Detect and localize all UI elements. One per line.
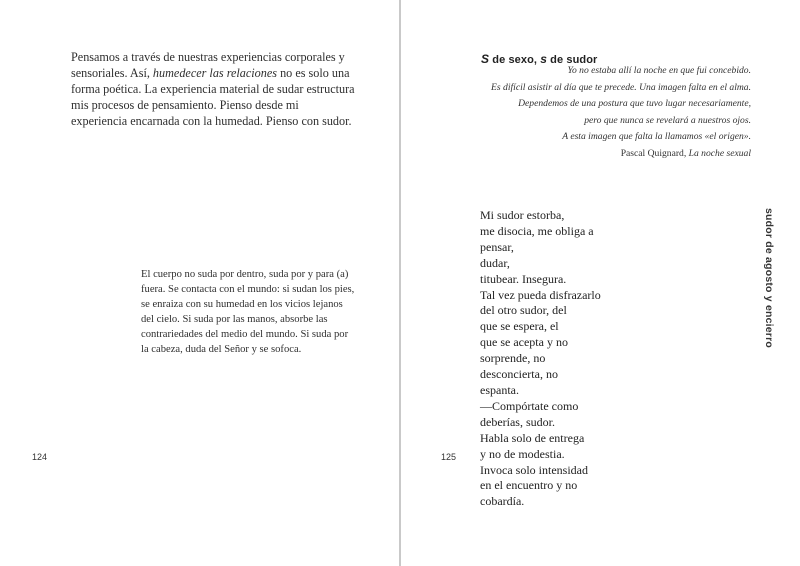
attribution-author: Pascal Quignard, [620, 147, 689, 159]
epigraph-line: Yo no estaba allí la noche en que fui concebido. [567, 65, 751, 76]
poem-line: que se espera, el [480, 319, 559, 334]
poem-line: —Compórtate como [480, 398, 579, 413]
poem-line: cobardía. [480, 494, 525, 509]
intro-emphasis: humedecer las relaciones [152, 66, 278, 80]
heading-part-2: de sudor [547, 54, 598, 66]
poem-line: Mi sudor estorba, [480, 208, 565, 222]
poem-line: desconcierta, no [480, 367, 558, 382]
page-number-left: 124 [32, 452, 48, 462]
poem-line: Tal vez pueda disfrazarlo [480, 287, 601, 302]
poem-line: pensar, [480, 239, 514, 254]
poem-line: del otro sudor, del [480, 303, 567, 318]
epigraph-attribution [451, 146, 751, 163]
heading-initial-upper: S [481, 52, 490, 66]
running-title: sudor de agosto y encierro [763, 208, 775, 348]
epigraph-line: A esta imagen que falta la llamamos «el origen». [562, 131, 751, 142]
epigraph-line: pero que nunca se revelará a nuestros ojos. [584, 114, 751, 126]
poem-line: me disocia, me obliga a [480, 223, 594, 238]
poem [480, 208, 601, 510]
intro-text-1: Pensamos a través de nuestras experiencias corporales y sensoriales. Así, [71, 50, 345, 80]
poem-line: deberías, sudor. [480, 414, 555, 429]
body-paragraph: El cuerpo no suda por dentro, suda por y para (a) fuera. Se contacta con el mundo: si sudan los pies, se enraiza con su humedad en los vicios lejanos del cielo. Si suda por las manos, absorbe las contrariedades del medio del mundo. Si suda por la cabeza, duda del Señor y se sofoca. [141, 269, 355, 355]
left-page [0, 0, 399, 566]
poem-line: titubear. Insegura. [480, 271, 567, 286]
right-page [401, 0, 800, 566]
poem-line: espanta. [480, 382, 519, 397]
heading-part-1: de sexo, [489, 54, 541, 66]
poem-line: en el encuentro y no [480, 478, 578, 493]
epigraph-line: Es difícil asistir al día que te precede. Una imagen falta en el alma. [491, 81, 751, 93]
epigraph [451, 63, 751, 162]
poem-line: Invoca solo intensidad [480, 462, 588, 477]
poem-line: Habla solo de entrega [480, 430, 585, 445]
poem-line: dudar, [480, 255, 510, 270]
poem-line: sorprende, no [480, 351, 546, 366]
poem-line: y no de modestia. [480, 446, 565, 461]
intro-paragraph [71, 49, 356, 129]
attribution-work: La noche sexual [688, 147, 751, 159]
epigraph-line: Dependemos de una postura que tuvo lugar necesariamente, [518, 98, 751, 109]
intro-text-2: no es solo una forma poética. La experiencia material de sudar estructura mis procesos de pensamiento. Pienso desde mi experiencia encarnada con la humedad. Pienso con sudor. [71, 66, 355, 128]
poem-line: que se acepta y no [480, 335, 568, 350]
page-number-right: 125 [441, 452, 457, 462]
heading-initial-lower: s [540, 52, 548, 66]
